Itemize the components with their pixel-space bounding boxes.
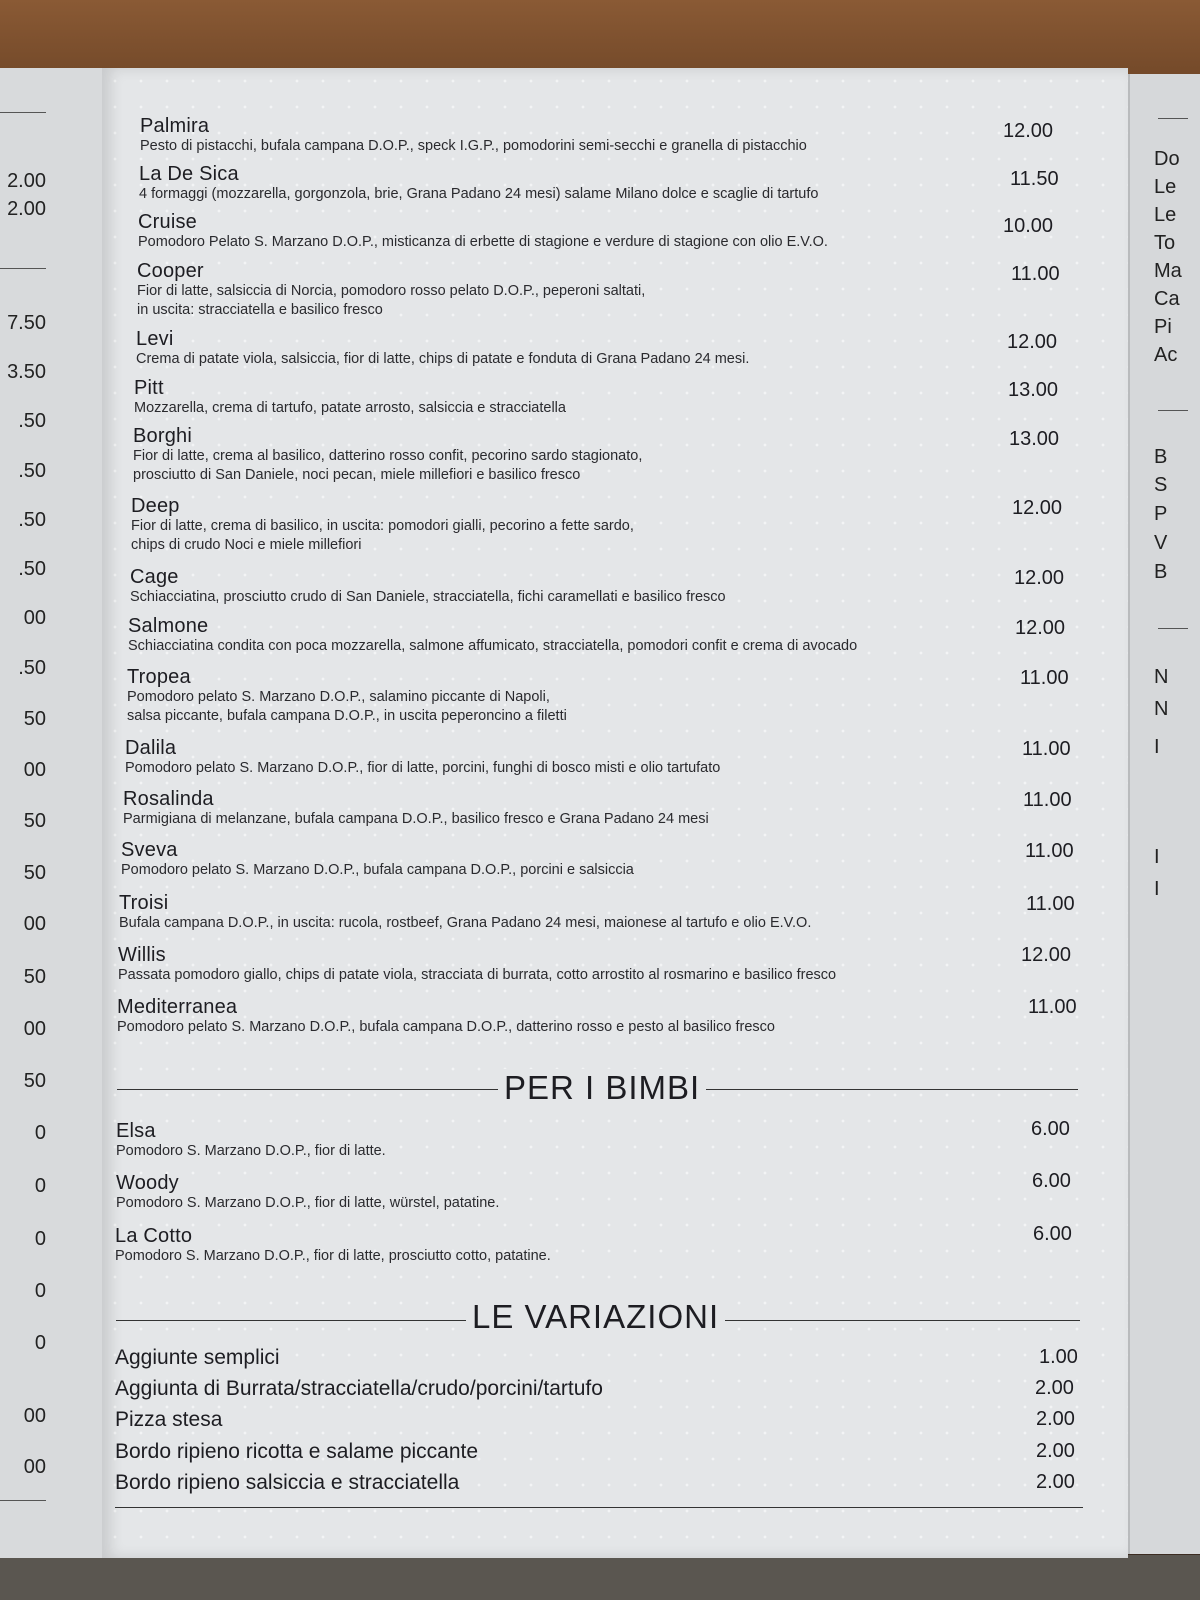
pizza-item: [127, 666, 567, 726]
pizza-item: [137, 260, 645, 320]
pizza-item: [128, 615, 857, 656]
pizza-price: 12.00: [1003, 120, 1054, 142]
right-menu-panel: [1128, 74, 1200, 1554]
section-title: PER I BIMBI: [498, 1069, 706, 1107]
pizza-price: 13.00: [1008, 379, 1059, 401]
right-panel-text: B: [1154, 561, 1168, 583]
left-panel-price: 00: [23, 1018, 46, 1040]
pizza-price: 11.00: [1023, 789, 1072, 811]
pizza-price: 13.00: [1009, 428, 1060, 450]
pizza-price: 11.00: [1011, 263, 1060, 285]
variation-price: 2.00: [1036, 1408, 1075, 1430]
pizza-name: Salmone: [128, 615, 209, 637]
pizza-description: Parmigiana di melanzane, bufala campana D.O.P., basilico fresco e Grana Padano 24 mesi: [123, 811, 709, 827]
pizza-name: Sveva: [121, 839, 178, 861]
pizza-item: [136, 328, 749, 369]
pizza-description: prosciutto di San Daniele, noci pecan, miele millefiori e basilico fresco: [133, 467, 581, 483]
kids-item-name: Woody: [116, 1172, 179, 1194]
left-panel-price: 7.50: [7, 312, 46, 334]
kids-item-description: Pomodoro S. Marzano D.O.P., fior di latte, würstel, patatine.: [116, 1195, 500, 1211]
right-panel-text: Le: [1154, 176, 1177, 198]
kids-item-name: Elsa: [116, 1120, 156, 1142]
kids-item: [115, 1225, 551, 1266]
left-panel-price: 2.00: [7, 198, 46, 220]
kids-item-price: 6.00: [1032, 1170, 1071, 1192]
right-panel-text: S: [1154, 474, 1168, 496]
left-panel-price: 2.00: [7, 170, 46, 192]
left-menu-panel: [0, 68, 104, 1558]
pizza-name: Deep: [131, 495, 180, 517]
pizza-item: [140, 115, 807, 156]
pizza-item: [121, 839, 634, 880]
kids-item: [116, 1172, 499, 1213]
pizza-name: Cooper: [137, 260, 204, 282]
pizza-name: Cage: [130, 566, 179, 588]
variation-price: 1.00: [1039, 1346, 1078, 1368]
pizza-description: Fior di latte, salsiccia di Norcia, pomodoro rosso pelato D.O.P., peperoni saltati,: [137, 283, 646, 299]
pizza-price: 12.00: [1015, 617, 1066, 639]
right-panel-text: Pi: [1154, 316, 1172, 338]
right-panel-text: Ac: [1154, 344, 1178, 366]
right-panel-text: N: [1154, 666, 1169, 688]
pizza-description: salsa piccante, bufala campana D.O.P., in uscita peperoncino a filetti: [127, 708, 567, 724]
pizza-name: Pitt: [134, 377, 164, 399]
left-panel-price: 0: [34, 1122, 46, 1144]
left-panel-price: .50: [18, 410, 46, 432]
pizza-name: Borghi: [133, 425, 193, 447]
pizza-name: Troisi: [119, 892, 169, 914]
pizza-description: Pomodoro pelato S. Marzano D.O.P., salamino piccante di Napoli,: [127, 689, 550, 705]
right-panel-text: P: [1154, 503, 1168, 525]
pizza-name: Tropea: [127, 666, 191, 688]
kids-item-description: Pomodoro S. Marzano D.O.P., fior di latte.: [116, 1143, 386, 1159]
pizza-item: [134, 377, 566, 418]
left-panel-price: 00: [23, 1405, 46, 1427]
pizza-item: [118, 944, 836, 985]
pizza-price: 12.00: [1014, 567, 1065, 589]
bottom-divider: [115, 1507, 1083, 1508]
left-panel-price: 00: [23, 607, 46, 629]
left-panel-price: 0: [34, 1280, 46, 1302]
pizza-price: 12.00: [1021, 944, 1072, 966]
pizza-description: Pesto di pistacchi, bufala campana D.O.P., speck I.G.P., pomodorini semi-secchi e granella di pistacchio: [140, 138, 807, 154]
kids-item-price: 6.00: [1033, 1223, 1072, 1245]
left-panel-price: 50: [23, 966, 46, 988]
left-panel-price: 0: [34, 1332, 46, 1354]
variation-price: 2.00: [1035, 1377, 1074, 1399]
pizza-price: 12.00: [1007, 331, 1058, 353]
pizza-description: Fior di latte, crema al basilico, datterino rosso confit, pecorino sardo stagionato,: [133, 448, 643, 464]
menu-page: [102, 68, 1128, 1558]
kids-item-name: La Cotto: [115, 1225, 193, 1247]
pizza-description: Pomodoro pelato S. Marzano D.O.P., fior di latte, porcini, funghi di bosco misti e olio tartufato: [125, 760, 721, 776]
kids-item-description: Pomodoro S. Marzano D.O.P., fior di latte, prosciutto cotto, patatine.: [115, 1248, 551, 1264]
left-panel-price: 50: [23, 708, 46, 730]
pizza-price: 12.00: [1012, 497, 1063, 519]
pizza-description: Bufala campana D.O.P., in uscita: rucola, rostbeef, Grana Padano 24 mesi, maionese al tartufo e olio E.V.O.: [119, 915, 812, 931]
left-panel-divider: [0, 268, 46, 269]
pizza-price: 11.00: [1022, 738, 1071, 760]
right-panel-text: Le: [1154, 204, 1177, 226]
pizza-name: Levi: [136, 328, 174, 350]
pizza-name: Cruise: [138, 211, 197, 233]
left-panel-price: 50: [23, 810, 46, 832]
left-panel-price: 00: [23, 1456, 46, 1478]
pizza-name: La De Sica: [139, 163, 239, 185]
variation-price: 2.00: [1036, 1471, 1075, 1493]
left-panel-price: .50: [18, 509, 46, 531]
variation-name: Aggiunte semplici: [115, 1346, 280, 1369]
pizza-item: [117, 996, 775, 1037]
variation-name: Bordo ripieno salsiccia e stracciatella: [115, 1471, 460, 1494]
right-panel-text: To: [1154, 232, 1176, 254]
kids-item-price: 6.00: [1031, 1118, 1070, 1140]
pizza-description: Pomodoro Pelato S. Marzano D.O.P., misticanza di erbette di stagione e verdure di stagione con olio E.V.O.: [138, 234, 828, 250]
left-panel-price: .50: [18, 657, 46, 679]
right-panel-text: I: [1154, 878, 1160, 900]
kids-item: [116, 1120, 386, 1161]
left-panel-price: 0: [34, 1175, 46, 1197]
right-panel-divider: [1158, 118, 1188, 119]
pizza-price: 11.50: [1010, 168, 1059, 190]
right-panel-text: N: [1154, 698, 1169, 720]
pizza-item: [133, 425, 642, 485]
left-panel-divider: [0, 112, 46, 113]
right-panel-text: V: [1154, 532, 1168, 554]
right-panel-text: I: [1154, 846, 1160, 868]
pizza-name: Willis: [118, 944, 166, 966]
pizza-item: [130, 566, 726, 607]
left-panel-price: .50: [18, 460, 46, 482]
pizza-description: Fior di latte, crema di basilico, in uscita: pomodori gialli, pecorino a fette sardo,: [131, 518, 634, 534]
left-panel-price: 0: [34, 1228, 46, 1250]
pizza-price: 11.00: [1020, 667, 1069, 689]
pizza-price: 11.00: [1025, 840, 1074, 862]
pizza-item: [138, 211, 828, 252]
pizza-description: 4 formaggi (mozzarella, gorgonzola, brie, Grana Padano 24 mesi) salame Milano dolce e scaglie di tartufo: [139, 186, 819, 202]
pizza-description: Crema di patate viola, salsiccia, fior di latte, chips di patate e fonduta di Grana Padano 24 mesi.: [136, 351, 750, 367]
right-panel-text: Ca: [1154, 288, 1180, 310]
pizza-description: Schiacciatina, prosciutto crudo di San Daniele, stracciatella, fichi caramellati e basilico fresco: [130, 589, 726, 605]
pizza-item: [119, 892, 811, 933]
variation-name: Pizza stesa: [115, 1408, 223, 1431]
left-panel-price: 00: [23, 913, 46, 935]
pizza-description: Pomodoro pelato S. Marzano D.O.P., bufala campana D.O.P., datterino rosso e pesto al basilico fresco: [117, 1019, 775, 1035]
pizza-price: 11.00: [1026, 893, 1075, 915]
left-panel-price: 3.50: [7, 361, 46, 383]
section-title: LE VARIAZIONI: [466, 1298, 725, 1336]
pizza-description: Schiacciatina condita con poca mozzarella, salmone affumicato, stracciatella, pomodori confit e crema di avocado: [128, 638, 858, 654]
pizza-name: Palmira: [140, 115, 210, 137]
pizza-name: Mediterranea: [117, 996, 238, 1018]
right-panel-divider: [1158, 628, 1188, 629]
right-panel-divider: [1158, 410, 1188, 411]
pizza-description: chips di crudo Noci e miele millefiori: [131, 537, 362, 553]
pizza-item: [123, 788, 709, 829]
variation-price: 2.00: [1036, 1440, 1075, 1462]
pizza-description: Mozzarella, crema di tartufo, patate arrosto, salsiccia e stracciatella: [134, 400, 566, 416]
left-panel-price: 50: [23, 1070, 46, 1092]
pizza-item: [139, 163, 818, 204]
right-panel-text: I: [1154, 736, 1160, 758]
left-panel-price: 50: [23, 862, 46, 884]
pizza-price: 11.00: [1028, 996, 1077, 1018]
pizza-item: [125, 737, 720, 778]
variation-name: Aggiunta di Burrata/stracciatella/crudo/porcini/tartufo: [115, 1377, 603, 1400]
variation-name: Bordo ripieno ricotta e salame piccante: [115, 1440, 479, 1463]
left-panel-price: .50: [18, 558, 46, 580]
right-panel-text: Do: [1154, 148, 1180, 170]
pizza-description: Passata pomodoro giallo, chips di patate viola, stracciata di burrata, cotto arrostito al rosmarino e basilico fresco: [118, 967, 837, 983]
left-panel-price: 00: [23, 759, 46, 781]
pizza-name: Rosalinda: [123, 788, 214, 810]
pizza-price: 10.00: [1003, 215, 1054, 237]
pizza-name: Dalila: [125, 737, 177, 759]
pizza-description: Pomodoro pelato S. Marzano D.O.P., bufala campana D.O.P., porcini e salsiccia: [121, 862, 634, 878]
pizza-description: in uscita: stracciatella e basilico fresco: [137, 302, 383, 318]
right-panel-text: Ma: [1154, 260, 1182, 282]
left-panel-divider: [0, 1500, 46, 1501]
pizza-item: [131, 495, 634, 555]
table-bottom: [0, 1555, 1200, 1600]
right-panel-text: B: [1154, 446, 1168, 468]
